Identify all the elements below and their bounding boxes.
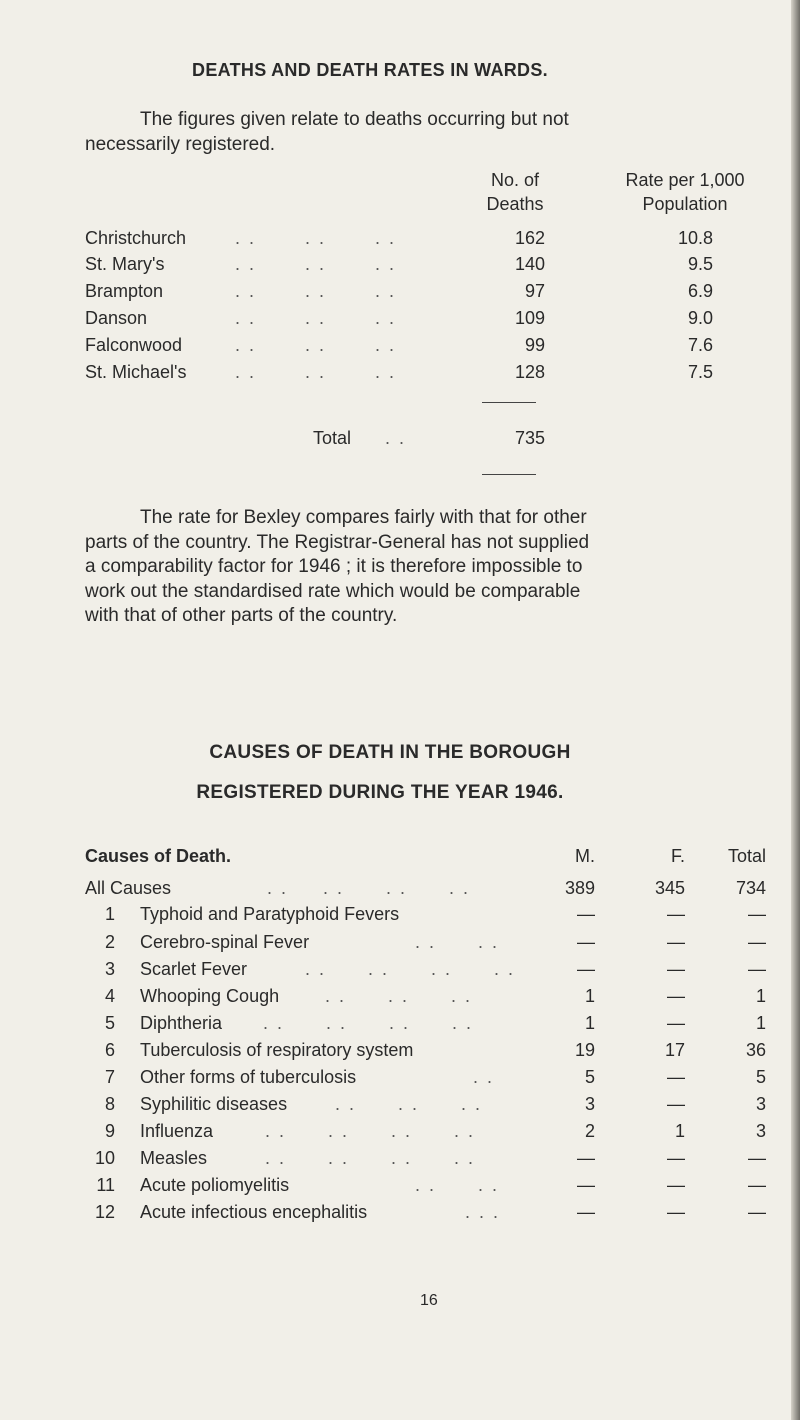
- female-count: 1: [674, 1121, 685, 1141]
- cause-name: All Causes: [85, 878, 172, 898]
- total-count: —: [748, 1175, 766, 1195]
- total-value: 735: [514, 428, 545, 448]
- leader-dots: . .: [385, 428, 407, 448]
- cause-number: 3: [104, 959, 115, 979]
- total-rule-bottom: [482, 474, 536, 475]
- page-heading: DEATHS AND DEATH RATES IN WARDS.: [192, 60, 548, 80]
- leader-dots: . . . . . .: [235, 362, 397, 382]
- ward-deaths: 162: [514, 228, 545, 248]
- ward-rate: 7.5: [687, 362, 713, 382]
- total-count: 5: [755, 1067, 766, 1087]
- total-count: 36: [745, 1040, 766, 1060]
- cause-row: [85, 1121, 785, 1147]
- male-count: —: [577, 904, 595, 924]
- male-count: 1: [584, 1013, 595, 1033]
- cause-row: [85, 1067, 785, 1093]
- cause-name: Tuberculosis of respiratory system: [140, 1040, 414, 1060]
- cause-number: 4: [104, 986, 115, 1006]
- female-count: —: [667, 904, 685, 924]
- ward-name: St. Michael's: [85, 362, 187, 382]
- ward-deaths: 97: [524, 281, 545, 301]
- cause-number: 10: [94, 1148, 115, 1168]
- total-count: 3: [755, 1121, 766, 1141]
- total-count: —: [748, 904, 766, 924]
- intro-paragraph: [85, 108, 775, 157]
- rate-line: The rate for Bexley compares fairly with that for other: [140, 507, 587, 528]
- col-rate-header-line: Population: [642, 194, 728, 214]
- total-count: 1: [755, 1013, 766, 1033]
- cause-name: Other forms of tuberculosis: [140, 1067, 357, 1087]
- ward-name: Brampton: [85, 281, 164, 301]
- total-rule-top: [482, 402, 536, 403]
- ward-name: Falconwood: [85, 335, 183, 355]
- female-count: —: [667, 932, 685, 952]
- total-count: —: [748, 1148, 766, 1168]
- cause-name: Measles: [140, 1148, 208, 1168]
- cause-number: 6: [104, 1040, 115, 1060]
- rate-line: a comparability factor for 1946 ; it is therefore impossible to: [85, 556, 583, 577]
- total-row: [85, 428, 785, 454]
- leader-dots: . .: [473, 1067, 495, 1087]
- total-count: 734: [735, 878, 766, 898]
- ward-name: St. Mary's: [85, 254, 165, 274]
- ward-row: [85, 335, 785, 361]
- cause-row: [85, 932, 785, 958]
- female-count: —: [667, 959, 685, 979]
- ward-deaths: 128: [514, 362, 545, 382]
- cause-name: Acute poliomyelitis: [140, 1175, 290, 1195]
- col-deaths-header: [475, 168, 555, 216]
- male-count: —: [577, 1202, 595, 1222]
- ward-rate: 9.0: [687, 308, 713, 328]
- leader-dots: . . . . . . . .: [265, 1121, 476, 1141]
- col-deaths-header-line: No. of: [490, 170, 540, 190]
- total-count: 1: [755, 986, 766, 1006]
- female-count: —: [667, 1175, 685, 1195]
- female-count: —: [667, 1013, 685, 1033]
- leader-dots: . . . . . . . .: [265, 1148, 476, 1168]
- male-count: 1: [584, 986, 595, 1006]
- cause-row: [85, 959, 785, 985]
- cause-number: 2: [104, 932, 115, 952]
- col-m-header: M.: [575, 846, 595, 866]
- leader-dots: . . . . . . . .: [263, 1013, 474, 1033]
- ward-rate: 10.8: [677, 228, 713, 248]
- leader-dots: . . . . . .: [335, 1094, 483, 1114]
- leader-dots: . . . . . .: [235, 335, 397, 355]
- cause-name: Acute infectious encephalitis: [140, 1202, 368, 1222]
- male-count: —: [577, 932, 595, 952]
- cause-row: [85, 1013, 785, 1039]
- leader-dots: . . . .: [415, 932, 500, 952]
- male-count: —: [577, 1148, 595, 1168]
- col-total-header: Total: [727, 846, 766, 866]
- cause-row: [85, 1175, 785, 1201]
- cause-row: [85, 1148, 785, 1174]
- male-count: 19: [574, 1040, 595, 1060]
- ward-rate: 6.9: [687, 281, 713, 301]
- leader-dots: . . .: [465, 1202, 501, 1222]
- leader-dots: . . . . . .: [325, 986, 473, 1006]
- female-count: —: [667, 986, 685, 1006]
- cause-name: Diphtheria: [140, 1013, 223, 1033]
- cause-name: Whooping Cough: [140, 986, 280, 1006]
- intro-line: The figures given relate to deaths occurring but not: [140, 109, 569, 130]
- ward-row: [85, 254, 785, 280]
- ward-deaths: 109: [514, 308, 545, 328]
- cause-row: [85, 904, 785, 930]
- male-count: —: [577, 1175, 595, 1195]
- ward-row: [85, 228, 785, 254]
- leader-dots: . . . . . .: [235, 254, 397, 274]
- male-count: 2: [584, 1121, 595, 1141]
- female-count: —: [667, 1094, 685, 1114]
- causes-subheading: REGISTERED DURING THE YEAR 1946.: [196, 782, 564, 803]
- rate-paragraph: [85, 506, 775, 629]
- ward-deaths: 140: [514, 254, 545, 274]
- cause-number: 12: [94, 1202, 115, 1222]
- female-count: —: [667, 1148, 685, 1168]
- male-count: 389: [564, 878, 595, 898]
- cause-number: 9: [104, 1121, 115, 1141]
- leader-dots: . . . . . .: [235, 308, 397, 328]
- all-causes-row: [85, 878, 785, 904]
- causes-heading: CAUSES OF DEATH IN THE BOROUGH: [209, 742, 571, 763]
- total-count: 3: [755, 1094, 766, 1114]
- rate-line: parts of the country. The Registrar-General has not supplied: [85, 531, 590, 553]
- ward-row: [85, 362, 785, 388]
- cause-number: 11: [96, 1175, 115, 1195]
- total-count: —: [748, 932, 766, 952]
- rate-line: work out the standardised rate which would be comparable: [85, 580, 581, 602]
- male-count: 5: [584, 1067, 595, 1087]
- ward-row: [85, 308, 785, 334]
- cause-number: 1: [104, 904, 115, 924]
- cause-row: [85, 1202, 785, 1228]
- page-edge: [791, 0, 800, 1420]
- female-count: —: [667, 1202, 685, 1222]
- cause-row: [85, 1040, 785, 1066]
- leader-dots: . . . .: [415, 1175, 500, 1195]
- ward-deaths: 99: [524, 335, 545, 355]
- col-rate-header-line: Rate per 1,000: [625, 170, 745, 190]
- cause-name: Influenza: [140, 1121, 214, 1141]
- male-count: 3: [584, 1094, 595, 1114]
- male-count: —: [577, 959, 595, 979]
- page-number: 16: [420, 1292, 438, 1309]
- ward-name: Danson: [85, 308, 148, 328]
- cause-name: Syphilitic diseases: [140, 1094, 288, 1114]
- leader-dots: . . . . . .: [235, 281, 397, 301]
- cause-number: 7: [104, 1067, 115, 1087]
- intro-line: necessarily registered.: [85, 133, 276, 155]
- ward-rate: 7.6: [687, 335, 713, 355]
- col-cause-header: Causes of Death.: [85, 846, 232, 866]
- cause-number: 5: [104, 1013, 115, 1033]
- cause-name: Scarlet Fever: [140, 959, 248, 979]
- cause-row: [85, 986, 785, 1012]
- leader-dots: . . . . . . . .: [267, 878, 471, 898]
- total-count: —: [748, 959, 766, 979]
- rate-line: with that of other parts of the country.: [85, 605, 398, 626]
- leader-dots: . . . . . .: [235, 228, 397, 248]
- ward-rate: 9.5: [687, 254, 713, 274]
- ward-name: Christchurch: [85, 228, 187, 248]
- leader-dots: . . . . . . . .: [305, 959, 516, 979]
- col-f-header: F.: [670, 846, 685, 866]
- cause-number: 8: [104, 1094, 115, 1114]
- col-deaths-header-line: Deaths: [486, 194, 544, 214]
- total-count: —: [748, 1202, 766, 1222]
- cause-name: Cerebro-spinal Fever: [140, 932, 310, 952]
- cause-name: Typhoid and Paratyphoid Fevers: [140, 904, 400, 924]
- ward-row: [85, 281, 785, 307]
- female-count: 17: [664, 1040, 685, 1060]
- total-label: Total: [313, 428, 352, 448]
- female-count: 345: [654, 878, 685, 898]
- col-rate-header: [605, 168, 765, 216]
- female-count: —: [667, 1067, 685, 1087]
- cause-row: [85, 1094, 785, 1120]
